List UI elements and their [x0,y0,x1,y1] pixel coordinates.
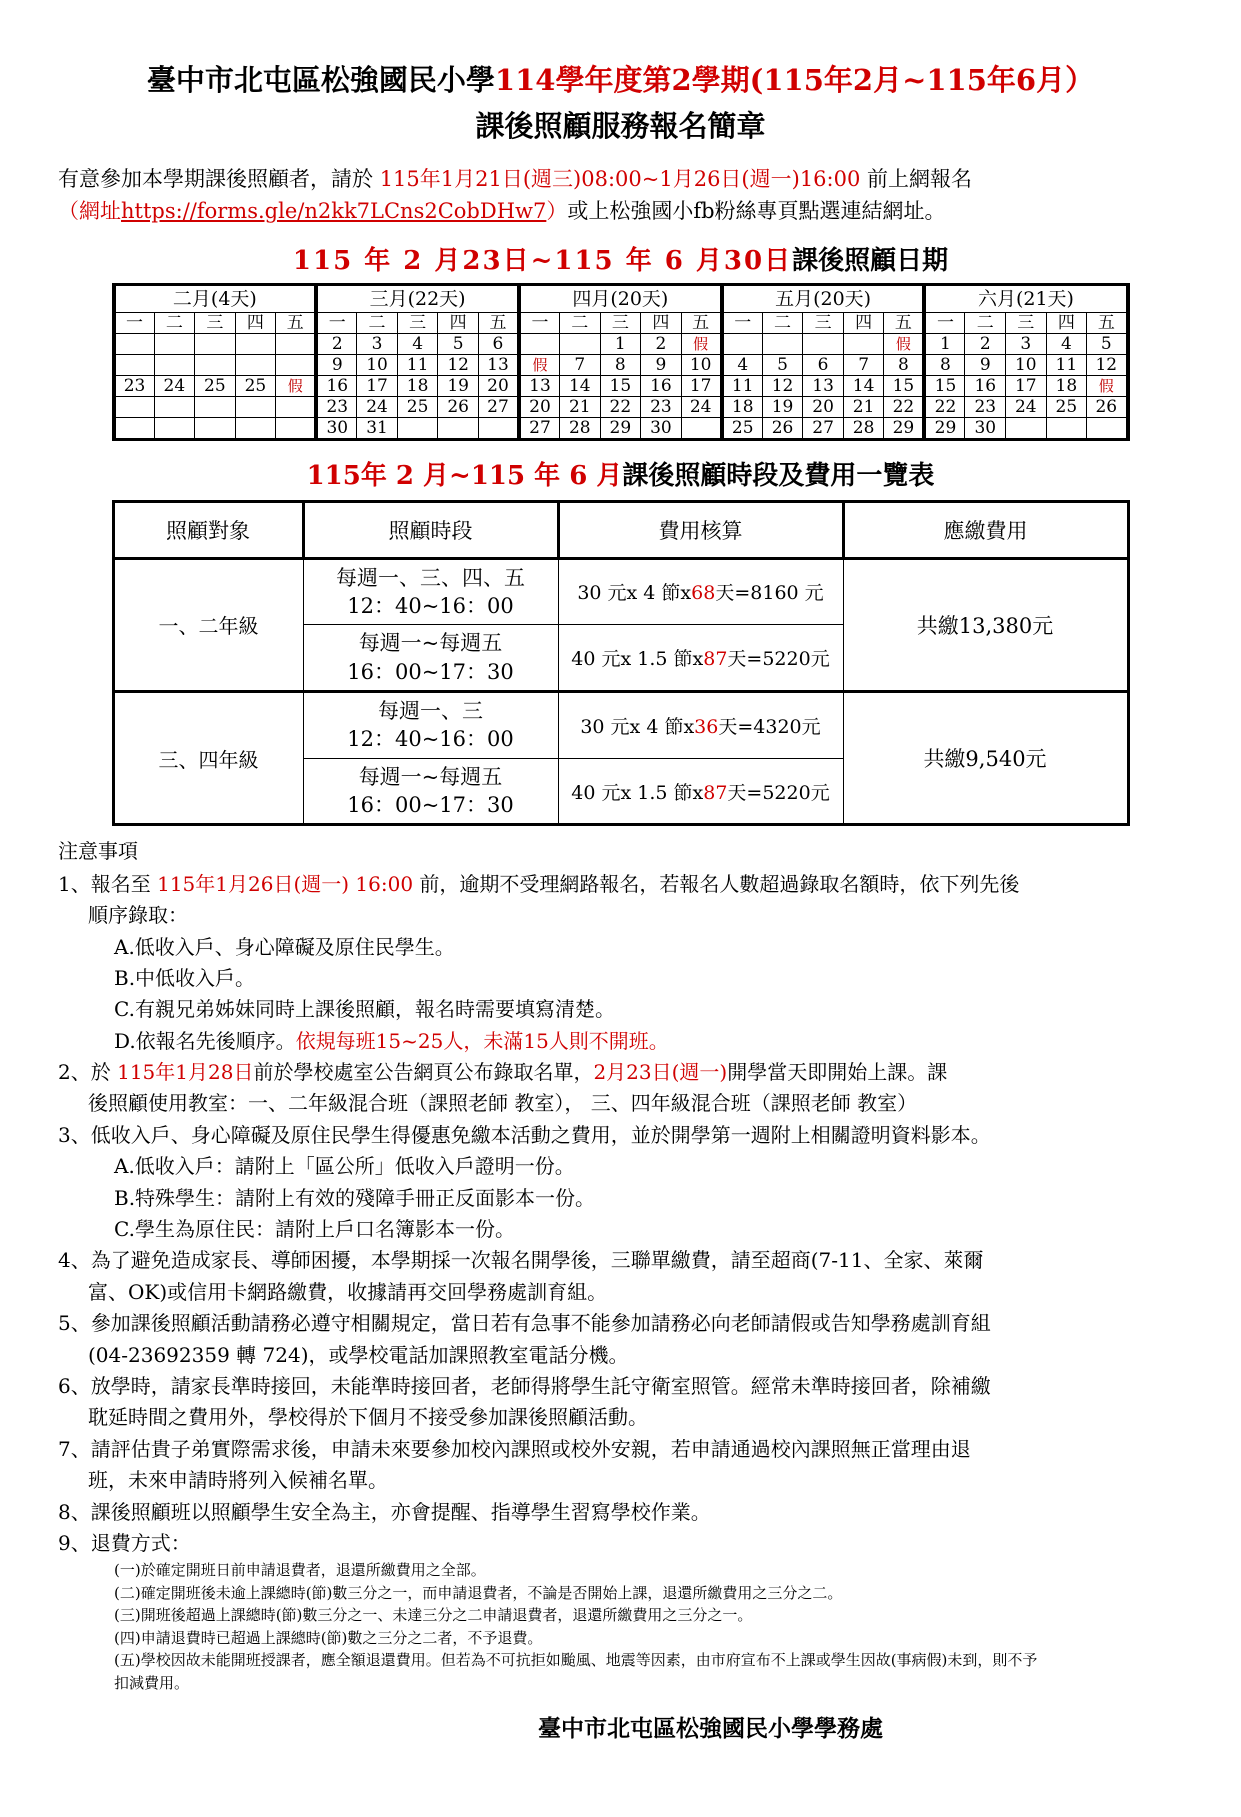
calendar-day-cell: 21 [843,396,884,417]
calendar-day-cell: 26 [438,396,479,417]
calendar-day-cell: 18 [722,396,763,417]
calendar-day-cell: 30 [316,417,357,439]
calendar-day-cell: 5 [1087,333,1128,354]
refund-rule-2: (二)確定開班後未逾上課總時(節)數三分之一，而申請退費者，不論是否開始上課，退還所繳費用之三分之二。 [114,1583,843,1602]
calendar-day-cell: 23 [114,375,155,396]
calendar-weekday-header: 二 [560,312,601,333]
calendar-day-cell: 5 [438,333,479,354]
fee-calc-suffix: 天=5220元 [727,781,830,804]
notes-heading: 注意事項 [58,839,138,864]
calendar-day-cell: 7 [843,354,884,375]
calendar-day-cell: 26 [1087,396,1128,417]
notes-section [58,836,1183,1694]
note-item-3: 3、低收入戶、身心障礙及原住民學生得優惠免繳本活動之費用，並於開學第一週附上相關證明資料影本。 [58,1122,991,1147]
note1-text-b: 前，逾期不受理網路報名，若報名人數超過錄取名額時，依下列先後 [419,871,1020,896]
note3-option-b: B.特殊學生：請附上有效的殘障手冊正反面影本一份。 [114,1185,596,1210]
url-prefix: （網址 [58,199,121,224]
note-item-6: 6、放學時，請家長準時接回，未能準時接回者，老師得將學生託守衛室照管。經常未準時接回者，除補繳 [58,1373,991,1398]
calendar-day-cell [235,396,276,417]
calendar-day-cell: 20 [803,396,844,417]
calendar-day-cell [803,333,844,354]
calendar-weekday-header: 二 [154,312,195,333]
note3-option-a: A.低收入戶：請附上「區公所」低收入戶證明一份。 [114,1154,575,1179]
fee-calc-days: 68 [691,582,716,605]
calendar-day-cell [235,417,276,439]
calendar-day-cell: 11 [722,375,763,396]
calendar-holiday-cell: 假 [519,354,560,375]
calendar-day-cell [235,354,276,375]
calendar-day-cell: 1 [924,333,965,354]
calendar-day-cell: 26 [762,417,803,439]
fee-calc-days: 36 [694,715,719,738]
calendar-day-cell: 18 [397,375,438,396]
calendar-month-header: 五月(20天) [722,284,925,312]
url-suffix: ） [546,199,568,224]
fee-calc-days: 87 [703,781,728,804]
calendar-day-cell [681,417,722,439]
care-calendar-table [112,283,1130,441]
calendar-weekday-header: 四 [235,312,276,333]
calendar-day-cell [114,396,155,417]
fee-period-hours: 12：40~16：00 [347,727,514,752]
calendar-day-cell: 6 [478,333,519,354]
calendar-day-cell: 8 [600,354,641,375]
fee-total-amount: 共繳13,380元 [843,558,1128,691]
calendar-day-cell: 19 [438,375,479,396]
calendar-day-cell: 16 [965,375,1006,396]
refund-rule-5: (五)學校因故未能開班授課者，應全額退還費用。但若為不可抗拒如颱風、地震等因素，由市府宣布不上課或學生因故(事病假)未到，則不予 [114,1651,1038,1670]
calendar-day-cell: 30 [965,417,1006,439]
note-item-5: 5、參加課後照顧活動請務必遵守相關規定，當日若有急事不能參加請務必向老師請假或告知學務處訓育組 [58,1311,991,1336]
calendar-day-cell: 19 [762,396,803,417]
calendar-day-cell: 23 [965,396,1006,417]
calendar-day-cell: 22 [924,396,965,417]
calendar-weekday-header: 二 [357,312,398,333]
fee-period-cell [303,691,558,758]
fee-title-label: 課後照顧時段及費用一覽表 [622,460,935,491]
fee-table-row [113,691,1128,758]
calendar-day-cell: 3 [357,333,398,354]
calendar-title [58,240,1183,277]
note4-line2: 富、OK)或信用卡網路繳費，收據請再交回學務處訓育組。 [88,1279,608,1304]
page-title [58,62,1183,98]
fee-period-cell [303,625,558,692]
note3-option-c: C.學生為原住民：請附上戶口名簿影本一份。 [114,1217,515,1242]
calendar-day-cell [154,396,195,417]
fee-total-amount: 共繳9,540元 [843,691,1128,824]
calendar-month-header: 二月(4天) [114,284,317,312]
calendar-day-cell: 30 [641,417,682,439]
calendar-weekday-header: 五 [884,312,925,333]
note1-option-d [58,1026,1183,1056]
calendar-day-cell [438,417,479,439]
calendar-day-cell [397,417,438,439]
calendar-day-cell: 22 [884,396,925,417]
intro-line-2 [58,195,1183,228]
calendar-weekday-header: 一 [316,312,357,333]
note-item-1 [58,869,1183,899]
fee-calc-suffix: 天=4320元 [718,715,821,738]
calendar-day-cell: 11 [397,354,438,375]
note1-option-c: C.有親兄弟姊妹同時上課後照顧，報名時需要填寫清楚。 [114,997,615,1022]
note2-start-date: 2月23日(週一) [593,1060,728,1085]
calendar-day-cell: 12 [762,375,803,396]
document-footer: 臺中市北屯區松強國民小學學務處 [538,1715,883,1743]
intro-text-a: 有意參加本學期課後照顧者，請於 [58,166,373,191]
calendar-day-cell: 25 [397,396,438,417]
fee-calc-prefix: 40 元x 1.5 節x [571,648,704,671]
fee-title-range: 115年 2 月~115 年 6 月 [306,460,623,491]
note2-line2: 後照顧使用教室：一、二年級混合班（課照老師 教室）， 三、四年級混合班（課照老師 教室） [88,1091,918,1116]
page-subtitle: 課後照顧服務報名簡章 [475,109,766,144]
calendar-day-cell [235,333,276,354]
fee-period-days: 每週一~每週五 [358,764,503,789]
intro-text-b: 前上網報名 [867,166,973,191]
fee-period-days: 每週一~每週五 [358,631,503,656]
fee-table-row [113,558,1128,625]
calendar-day-cell [154,354,195,375]
calendar-holiday-cell: 假 [1087,375,1128,396]
calendar-day-cell: 24 [1006,396,1047,417]
calendar-day-cell: 4 [722,354,763,375]
calendar-weekday-header: 二 [762,312,803,333]
note1-deadline: 115年1月26日(週一) 16:00 [157,871,414,896]
fee-calculation-cell [558,625,843,692]
calendar-day-cell: 2 [641,333,682,354]
calendar-day-cell: 25 [195,375,236,396]
intro-paragraph [58,163,1183,228]
calendar-day-cell: 13 [803,375,844,396]
calendar-day-cell [154,417,195,439]
calendar-day-cell: 29 [884,417,925,439]
calendar-day-cell: 8 [924,354,965,375]
calendar-weekday-header: 四 [1046,312,1087,333]
calendar-day-cell [1046,417,1087,439]
calendar-day-cell [722,333,763,354]
calendar-day-cell: 13 [478,354,519,375]
refund-rule-4: (四)申請退費時已超過上課總時(節)數之三分之二者，不予退費。 [114,1628,543,1647]
calendar-day-cell: 4 [1046,333,1087,354]
calendar-weekday-header: 二 [965,312,1006,333]
note6-line2: 耽延時間之費用外，學校得於下個月不接受參加課後照顧活動。 [88,1405,648,1430]
calendar-day-cell: 2 [965,333,1006,354]
calendar-day-cell: 7 [560,354,601,375]
calendar-day-cell [560,333,601,354]
fee-period-days: 每週一、三 [378,698,483,723]
calendar-title-label: 課後照顧日期 [792,245,949,276]
fee-target-group: 三、四年級 [113,691,303,824]
calendar-day-cell [276,354,317,375]
fee-target-group: 一、二年級 [113,558,303,691]
calendar-day-cell [195,417,236,439]
registration-window: 115年1月21日(週三)08:00~1月26日(週一)16:00 [379,166,861,191]
calendar-weekday-header: 一 [924,312,965,333]
calendar-day-cell: 16 [641,375,682,396]
calendar-day-cell: 21 [560,396,601,417]
calendar-day-cell [276,396,317,417]
fee-calculation-cell [558,758,843,825]
title-school: 臺中市北屯區松強國民小學 [146,63,495,97]
calendar-day-cell [195,396,236,417]
note1-line2: 順序錄取： [88,903,188,928]
calendar-day-cell: 9 [316,354,357,375]
fee-calc-suffix: 天=5220元 [727,648,830,671]
calendar-weekday-header: 一 [722,312,763,333]
calendar-day-cell: 22 [600,396,641,417]
note7-line2: 班，未來申請時將列入候補名單。 [88,1468,388,1493]
calendar-day-cell [114,417,155,439]
fee-calc-days: 87 [703,648,728,671]
calendar-day-cell: 10 [357,354,398,375]
calendar-holiday-cell: 假 [681,333,722,354]
calendar-day-cell [114,333,155,354]
calendar-day-cell: 17 [681,375,722,396]
note2-text-c: 開學當天即開始上課。課 [727,1060,948,1085]
fee-calculation-cell [558,691,843,758]
note2-announce-date: 115年1月28日 [117,1060,254,1085]
calendar-day-cell: 24 [357,396,398,417]
calendar-day-cell: 10 [681,354,722,375]
calendar-weekday-header: 四 [438,312,479,333]
calendar-day-cell: 14 [560,375,601,396]
note1-option-a: A.低收入戶、身心障礙及原住民學生。 [114,934,455,959]
calendar-day-cell [195,354,236,375]
calendar-day-cell: 12 [1087,354,1128,375]
registration-url[interactable]: https://forms.gle/n2kk7LCns2CobDHw7 [121,199,547,224]
title-term: 114學年度第2學期(115年2月~115年6月） [494,63,1095,97]
calendar-day-cell: 23 [316,396,357,417]
note-item-8: 8、課後照顧班以照顧學生安全為主，亦會提醒、指導學生習寫學校作業。 [58,1499,711,1524]
calendar-day-cell: 11 [1046,354,1087,375]
fee-calc-prefix: 30 元x 4 節x [580,715,695,738]
calendar-day-cell: 27 [478,396,519,417]
calendar-day-cell: 13 [519,375,560,396]
calendar-holiday-cell: 假 [884,333,925,354]
calendar-weekday-header: 四 [641,312,682,333]
note1-option-b: B.中低收入戶。 [114,965,256,990]
calendar-day-cell [154,333,195,354]
fee-column-header: 費用核算 [558,501,843,558]
calendar-weekday-header: 四 [843,312,884,333]
refund-rule-3: (三)開班後超過上課總時(節)數三分之一、未達三分之二申請退費者，退還所繳費用之三分之一。 [114,1606,753,1625]
fee-period-cell [303,758,558,825]
calendar-day-cell: 14 [843,375,884,396]
calendar-day-cell: 9 [641,354,682,375]
calendar-day-cell: 10 [1006,354,1047,375]
calendar-weekday-header: 一 [114,312,155,333]
calendar-day-cell: 18 [1046,375,1087,396]
fee-calculation-cell [558,558,843,625]
note-item-4: 4、為了避免造成家長、導師困擾，本學期採一次報名開學後，三聯單繳費，請至超商(7-11、全家、萊爾 [58,1248,984,1273]
note-item-7: 7、請評估貴子弟實際需求後，申請未來要參加校內課照或校外安親，若申請通過校內課照無正當理由退 [58,1436,971,1461]
fee-column-header: 照顧對象 [113,501,303,558]
fee-period-hours: 16：00~17：30 [347,793,514,817]
calendar-day-cell: 25 [722,417,763,439]
fee-calc-prefix: 30 元x 4 節x [577,582,692,605]
calendar-month-header: 三月(22天) [316,284,519,312]
calendar-day-cell: 28 [560,417,601,439]
note-item-9: 9、退費方式： [58,1530,191,1555]
note1-class-size-rule: 依規每班15~25人，未滿15人則不開班。 [295,1028,669,1053]
calendar-day-cell: 2 [316,333,357,354]
calendar-day-cell: 16 [316,375,357,396]
calendar-weekday-header: 一 [519,312,560,333]
calendar-weekday-header: 五 [276,312,317,333]
note1-option-d-text: D.依報名先後順序。 [114,1028,296,1053]
calendar-day-cell: 25 [235,375,276,396]
note2-text-a: 2、於 [58,1060,111,1085]
note2-text-b: 前於學校處室公告網頁公布錄取名單， [253,1060,594,1085]
calendar-day-cell: 25 [1046,396,1087,417]
calendar-holiday-cell: 假 [276,375,317,396]
fee-column-header: 應繳費用 [843,501,1128,558]
calendar-day-cell [1087,417,1128,439]
calendar-day-cell: 15 [924,375,965,396]
calendar-day-cell [762,333,803,354]
calendar-weekday-header: 三 [600,312,641,333]
calendar-day-cell: 6 [803,354,844,375]
fee-period-hours: 16：00~17：30 [347,659,514,684]
calendar-day-cell [276,333,317,354]
note5-line2: (04-23692359 轉 724)，或學校電話加課照教室電話分機。 [88,1342,629,1367]
calendar-day-cell: 1 [600,333,641,354]
calendar-day-cell [1006,417,1047,439]
calendar-day-cell: 17 [1006,375,1047,396]
calendar-day-cell: 27 [519,417,560,439]
fee-table-title [58,455,1183,492]
fee-calc-suffix: 天=8160 元 [715,582,824,605]
fee-period-hours: 12：40~16：00 [347,593,514,618]
calendar-day-cell: 15 [600,375,641,396]
calendar-day-cell: 8 [884,354,925,375]
calendar-date-range: 115 年 2 月23日~115 年 6 月30日 [292,245,793,276]
calendar-day-cell [114,354,155,375]
calendar-weekday-header: 五 [1087,312,1128,333]
calendar-day-cell: 24 [154,375,195,396]
calendar-weekday-header: 五 [681,312,722,333]
calendar-weekday-header: 五 [478,312,519,333]
calendar-day-cell [478,417,519,439]
calendar-day-cell: 15 [884,375,925,396]
calendar-weekday-header: 三 [195,312,236,333]
fee-period-days: 每週一、三、四、五 [336,565,525,590]
calendar-day-cell: 4 [397,333,438,354]
calendar-day-cell: 5 [762,354,803,375]
calendar-day-cell: 3 [1006,333,1047,354]
calendar-day-cell [276,417,317,439]
calendar-day-cell: 29 [600,417,641,439]
calendar-weekday-header: 三 [397,312,438,333]
note-item-2 [58,1057,1183,1087]
calendar-day-cell: 12 [438,354,479,375]
intro-text-c: 或上松強國小fb粉絲專頁點選連結網址。 [567,199,946,224]
intro-line-1 [58,163,1183,196]
note1-text-a: 1、報名至 [58,871,151,896]
fee-table [112,500,1130,827]
calendar-day-cell: 31 [357,417,398,439]
calendar-day-cell [195,333,236,354]
document-page [0,62,1241,1817]
fee-period-cell [303,558,558,625]
fee-calc-prefix: 40 元x 1.5 節x [571,781,704,804]
calendar-weekday-header: 三 [803,312,844,333]
calendar-day-cell: 28 [843,417,884,439]
refund-rule-1: (一)於確定開班日前申請退費者，退還所繳費用之全部。 [114,1561,486,1580]
calendar-month-header: 四月(20天) [519,284,722,312]
calendar-day-cell: 9 [965,354,1006,375]
calendar-day-cell: 24 [681,396,722,417]
calendar-day-cell: 17 [357,375,398,396]
calendar-day-cell: 23 [641,396,682,417]
calendar-day-cell [843,333,884,354]
calendar-day-cell: 20 [519,396,560,417]
refund-rule-5-cont: 扣減費用。 [114,1673,190,1692]
fee-column-header: 照顧時段 [303,501,558,558]
calendar-day-cell: 29 [924,417,965,439]
calendar-day-cell: 27 [803,417,844,439]
calendar-day-cell [519,333,560,354]
calendar-day-cell: 20 [478,375,519,396]
calendar-weekday-header: 三 [1006,312,1047,333]
calendar-month-header: 六月(21天) [924,284,1127,312]
